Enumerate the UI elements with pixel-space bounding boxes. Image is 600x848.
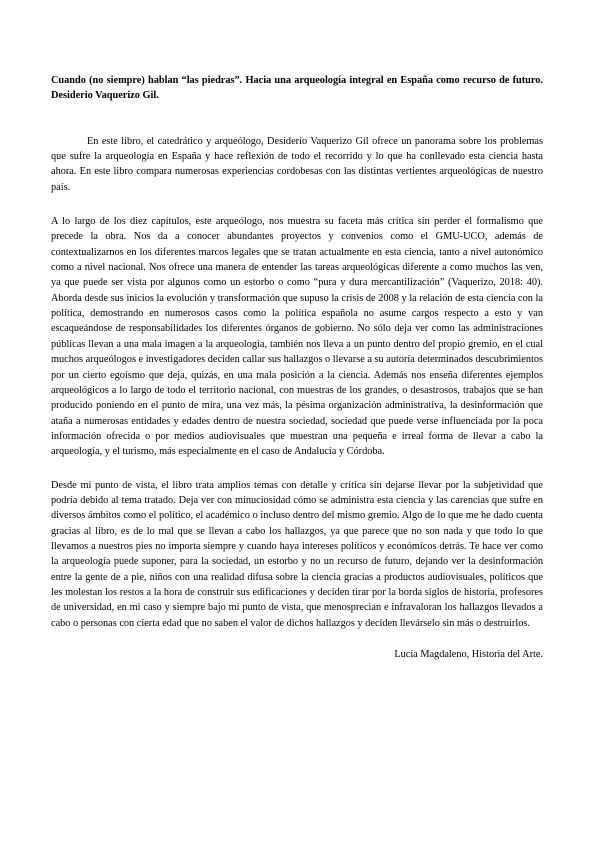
paragraph-intro: En este libro, el catedrático y arqueólogo, Desiderio Vaquerizo Gil ofrece un panorama sobre los problemas que sufre la arqueología en España y hace reflexión de todo el recorrido y lo que ha conllevado esta ciencia hasta ahora. En este libro compara numerosas experiencias cordobesas con las distintas vertientes arqueológicas de nuestro país. — [51, 135, 543, 193]
author-signature: Lucía Magdaleno, Historia del Arte. — [394, 649, 543, 660]
paragraph-summary: A lo largo de los diez capítulos, este arqueólogo, nos muestra su faceta más crítica sin perder el formalismo que precede la obra. Nos da a conocer abundantes proyectos y convenios como el GMU-UCO, además de contextualizarnos en los diferentes marcos legales que se tratan actualmente en esta ciencia, tanto a nivel autonómico como a nivel nacional. Nos ofrece una manera de entender las tareas arqueológicas diferente a como muchos las ven, ya que puede ser vista por algunos como un estorbo o como “pura y dura mercantilización” (Vaquerizo, 2018: 40). Aborda desde sus inicios la evolución y transformación que supuso la crisis de 2008 y la relación de esta ciencia con la política, demostrando en numerosos casos como la política española no asume cargos respecto a esto y van escaqueándose de responsabilidades los diferentes órganos de gobierno. No sólo deja ver como las administraciones públicas llevan a una mala imagen a la arqueología, también nos lleva a un punto dentro del propio gremio, en el cual muchos arqueólogos e investigadores deciden callar sus hallazgos o llevarse a su autoría determinados descubrimientos por un cierto egoísmo que deja, quizás, en una mala posición a la ciencia. Además nos enseña diferentes ejemplos arqueológicos a lo largo de todo el territorio nacional, con muestras de los grandes, o desastrosos, trabajos que se han producido poniendo en el punto de mira, una vez más, la pésima organización administrativa, la desinformación que ataña a numerosas entidades y edades dentro de nuestra sociedad, sociedad que puede verse influenciada por la poca información ofrecida o por medios audiovisuales que muestran una pequeña e irreal forma de llevar a cabo la arqueología, y el turismo, más especialmente en el caso de Andalucía y Córdoba. — [51, 216, 543, 458]
paragraph-opinion: Desde mi punto de vista, el libro trata amplios temas con detalle y crítica sin dejarse llevar por la subjetividad que podría debido al tema tratado. Deja ver con minuciosidad cómo se administra esta ciencia y las carencias que sufre en diversos ámbitos como el político, el académico o incluso dentro del mismo gremio. Algo de lo que me he dado cuenta gracias al libro, es de lo mal que se llevan a cabo los hallazgos, ya que parece que no son nada y que todo lo que llevamos a nuestros pies no importa siempre y cuando haya intereses políticos y económicos detrás. Te hace ver como la arqueología puede suponer, para la sociedad, un estorbo y no un recurso de futuro, dejando ver la desinformación entre la gente de a pie, niños con una realidad difusa sobre la ciencia gracias a productos audiovisuales, políticos que les molestan los restos a la hora de construir sus edificaciones y deciden tirar por la borda siglos de historia, profesores de universidad, en mi caso y siempre bajo mi punto de vista, que menosprecian e infravaloran los hallazgos llevados a cabo o personas con cierta edad que no saben el valor de dichos hallazgos y deciden llevárselo sin más o destruirlos. — [51, 479, 543, 629]
document-title: Cuando (no siempre) hablan “las piedras”. Hacia una arqueología integral en España como recurso de futuro. Desiderio Vaquerizo Gil. — [51, 75, 543, 102]
document-page — [51, 73, 543, 662]
